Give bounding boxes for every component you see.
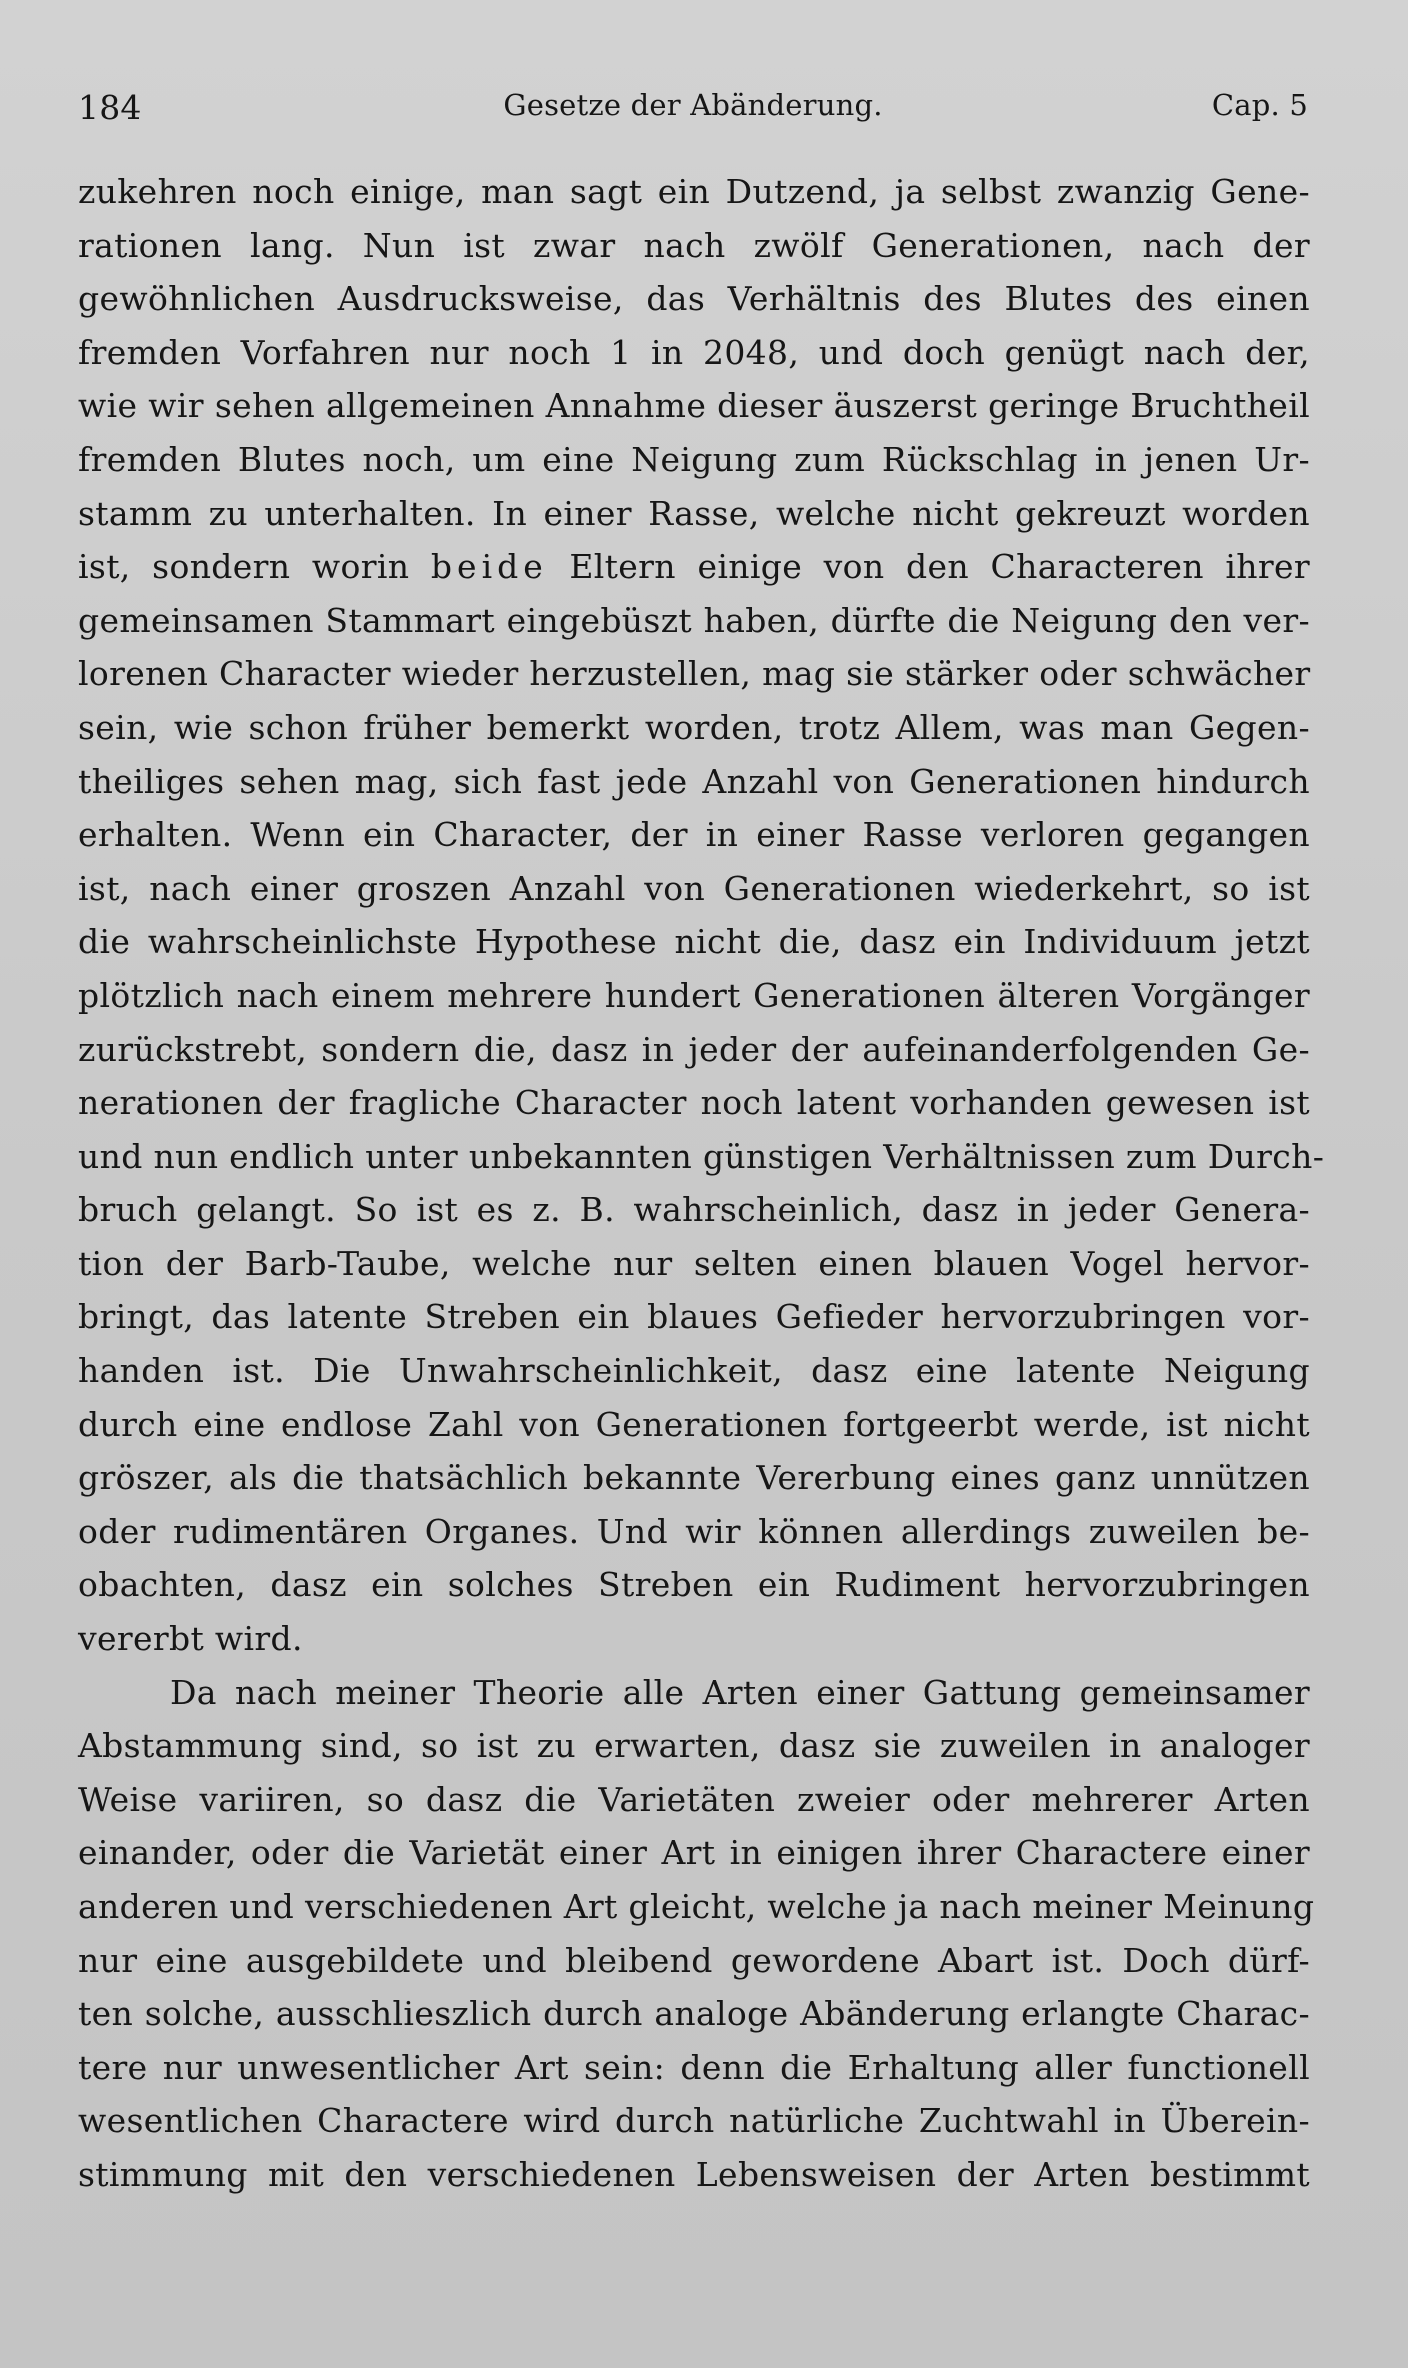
text-line: ist, nach einer groszen Anzahl von Generationen wiederkehrt, so ist xyxy=(78,868,1310,908)
text-line: fremden Vorfahren nur noch 1 in 2048, und doch genügt nach der, xyxy=(78,332,1310,372)
text-line: wie wir sehen allgemeinen Annahme dieser äuszerst geringe Bruchtheil xyxy=(78,386,1310,426)
text-line-with-spaced-word xyxy=(78,540,1310,594)
text-line: bruch gelangt. So ist es z. B. wahrscheinlich, dasz in jeder Genera- xyxy=(78,1190,1310,1230)
paragraph-1 xyxy=(78,165,1325,1666)
text-line: tere nur unwesentlicher Art sein: denn die Erhaltung aller functionell xyxy=(78,2047,1310,2087)
text-line: zukehren noch einige, man sagt ein Dutzend, ja selbst zwanzig Gene- xyxy=(78,172,1310,211)
text-line: stamm zu unterhalten. In einer Rasse, welche nicht gekreuzt worden xyxy=(78,493,1310,533)
text-line: Weise variiren, so dasz die Varietäten zweier oder mehrerer Arten xyxy=(78,1779,1310,1819)
text-line: handen ist. Die Unwahrscheinlichkeit, dasz eine latente Neigung xyxy=(78,1351,1310,1391)
text-line: obachten, dasz ein solches Streben ein Rudiment hervorzubringen xyxy=(78,1565,1310,1605)
text-line: Abstammung sind, so ist zu erwarten, dasz sie zuweilen in analoger xyxy=(78,1726,1310,1766)
text-line: sein, wie schon früher bemerkt worden, trotz Allem, was man Gegen- xyxy=(78,707,1310,747)
paragraph-2 xyxy=(78,1666,1315,2202)
text-line: plötzlich nach einem mehrere hundert Generationen älteren Vorgänger xyxy=(78,975,1310,1015)
text-line: oder rudimentären Organes. Und wir können allerdings zuweilen be- xyxy=(78,1511,1310,1551)
text-line: rationen lang. Nun ist zwar nach zwölf Generationen, nach der xyxy=(78,225,1310,265)
chapter-label: Cap. 5 xyxy=(1211,88,1308,122)
text-line: wesentlichen Charactere wird durch natürliche Zuchtwahl in Überein- xyxy=(78,2101,1310,2141)
text-line: und nun endlich unter unbekannten günstigen Verhältnissen zum Durch- xyxy=(78,1136,1325,1176)
page-header xyxy=(78,88,1308,128)
text-line: theiliges sehen mag, sich fast jede Anzahl von Generationen hindurch xyxy=(78,761,1310,801)
text-segment: ist, sondern worin xyxy=(78,547,410,587)
text-line: Da nach meiner Theorie alle Arten einer Gattung gemeinsamer xyxy=(170,1672,1310,1712)
text-line: durch eine endlose Zahl von Generationen fortgeerbt werde, ist nicht xyxy=(78,1404,1310,1444)
text-line: gewöhnlichen Ausdrucksweise, das Verhältnis des Blutes des einen xyxy=(78,279,1310,319)
page-number: 184 xyxy=(78,88,142,127)
text-line: gröszer, als die thatsächlich bekannte Vererbung eines ganz unnützen xyxy=(78,1458,1310,1498)
emphasized-word: beide xyxy=(430,547,548,587)
running-title: Gesetze der Abänderung. xyxy=(503,88,883,122)
text-line: nur eine ausgebildete und bleibend gewordene Abart ist. Doch dürf- xyxy=(78,1940,1310,1980)
text-line: nerationen der fragliche Character noch latent vorhanden gewesen ist xyxy=(78,1083,1310,1123)
text-line: gemeinsamen Stammart eingebüszt haben, dürfte die Neigung den ver- xyxy=(78,600,1310,640)
text-line: erhalten. Wenn ein Character, der in einer Rasse verloren gegangen xyxy=(78,815,1310,855)
text-line: zurückstrebt, sondern die, dasz in jeder der aufeinanderfolgenden Ge- xyxy=(78,1029,1310,1069)
text-line: anderen und verschiedenen Art gleicht, welche ja nach meiner Meinung xyxy=(78,1887,1315,1926)
text-line: lorenen Character wieder herzustellen, mag sie stärker oder schwächer xyxy=(78,654,1311,694)
text-line: bringt, das latente Streben ein blaues Gefieder hervorzubringen vor- xyxy=(78,1297,1310,1337)
text-line: einander, oder die Varietät einer Art in einigen ihrer Charactere einer xyxy=(78,1833,1310,1873)
text-line: tion der Barb-Taube, welche nur selten einen blauen Vogel hervor- xyxy=(78,1243,1310,1283)
page-body xyxy=(78,165,1325,2202)
text-line: ten solche, ausschlieszlich durch analoge Abänderung erlangte Charac- xyxy=(78,1994,1310,2034)
text-segment: Eltern einige von den Characteren ihrer xyxy=(569,547,1310,587)
text-line: die wahrscheinlichste Hypothese nicht die, dasz ein Individuum jetzt xyxy=(78,922,1310,962)
text-line: vererbt wird. xyxy=(78,1619,303,1659)
text-line: stimmung mit den verschiedenen Lebensweisen der Arten bestimmt xyxy=(78,2154,1310,2194)
text-line: fremden Blutes noch, um eine Neigung zum Rückschlag in jenen Ur- xyxy=(78,439,1310,479)
